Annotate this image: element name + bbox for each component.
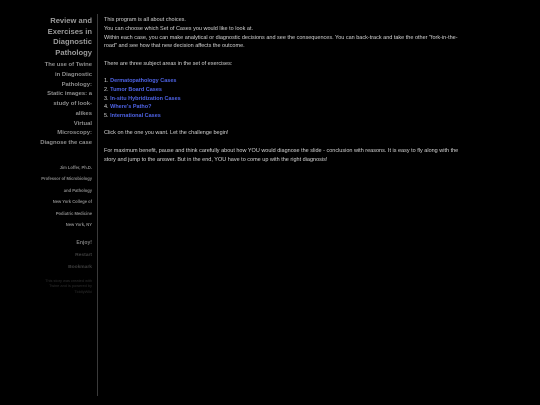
subtitle-line: Static images: a bbox=[47, 91, 92, 98]
subtitle-line: study of look- bbox=[53, 101, 92, 108]
option-number: 5. bbox=[104, 113, 109, 120]
dermatopathology-cases-link[interactable]: Dermatopathology Cases bbox=[110, 77, 177, 84]
site-title-line: Review and bbox=[50, 16, 92, 25]
subtitle-line: The use of Twine bbox=[44, 62, 92, 69]
wheres-patho-link[interactable]: Where's Patho? bbox=[110, 104, 152, 111]
subtitle-line: Microscopy: bbox=[57, 130, 92, 137]
intro-text: You can choose which Set of Cases you would like to look at. bbox=[104, 25, 253, 32]
site-title-line: Exercises in bbox=[47, 26, 92, 36]
author-line: New York College of bbox=[52, 199, 92, 205]
site-subtitle bbox=[28, 61, 92, 148]
footnote-line: Twine and is powered by bbox=[49, 283, 92, 289]
footnote bbox=[28, 278, 92, 294]
footnote-line[interactable]: TiddlyWiki bbox=[74, 288, 92, 294]
enjoy-text: Enjoy! bbox=[76, 239, 92, 246]
bookmark-link[interactable]: Bookmark bbox=[68, 264, 92, 270]
sidebar-divider bbox=[97, 14, 98, 396]
subtitle-line: alikes bbox=[75, 110, 92, 117]
option-number: 1. bbox=[104, 77, 109, 84]
author-line: New York, NY bbox=[65, 222, 92, 228]
subtitle-line: Pathology: bbox=[61, 81, 92, 88]
footnote-line: This story was created with bbox=[45, 277, 92, 283]
sidebar bbox=[28, 16, 92, 294]
author-line: Jim Loffer, Ph.D. bbox=[59, 164, 92, 170]
option-item bbox=[104, 86, 466, 95]
subtitle-line: Diagnose the case bbox=[40, 140, 92, 146]
option-number: 2. bbox=[104, 86, 109, 93]
site-title bbox=[28, 16, 92, 58]
author-line: Professor of Microbiology bbox=[41, 176, 92, 182]
option-item bbox=[104, 103, 466, 112]
author-info bbox=[28, 162, 92, 231]
option-number: 4. bbox=[104, 104, 109, 111]
subtitle-line: Virtual bbox=[73, 120, 92, 127]
click-instruction: Click on the one you want. Let the challenge begin! bbox=[104, 130, 229, 137]
intro-text: This program is all about choices. bbox=[104, 17, 186, 23]
international-cases-link[interactable]: International Cases bbox=[110, 113, 161, 120]
option-number: 3. bbox=[104, 95, 109, 102]
areas-text: There are three subject areas in the set of exercises: bbox=[104, 60, 233, 67]
main-passage bbox=[104, 16, 466, 164]
author-line: Podiatric Medicine bbox=[55, 210, 92, 216]
author-line: and Pathology bbox=[63, 187, 92, 193]
restart-link[interactable]: Restart bbox=[75, 252, 92, 258]
option-item bbox=[104, 95, 466, 104]
intro-text: Within each case, you can make analytical or diagnostic decisions and see the consequences. You can back-track and take the other "fork-in-the-road" and see how that new decision affects the outcome. bbox=[104, 34, 458, 50]
in-situ-hybridization-cases-link[interactable]: In-situ Hybridization Cases bbox=[110, 95, 181, 102]
option-item bbox=[104, 112, 466, 121]
tumor-board-cases-link[interactable]: Tumor Board Cases bbox=[110, 86, 162, 93]
benefit-text: For maximum benefit, pause and think carefully about how YOU would diagnose the slide - conclusion with reasons. It is easy to fly along with the story and jump to the answer. But in the end, YOU have to come up with the right diagnosis! bbox=[104, 147, 459, 163]
site-title-line: Diagnostic bbox=[53, 37, 92, 47]
subtitle-line: in Diagnostic bbox=[55, 72, 92, 79]
option-item bbox=[104, 77, 466, 86]
site-title-line: Pathology bbox=[55, 47, 92, 57]
